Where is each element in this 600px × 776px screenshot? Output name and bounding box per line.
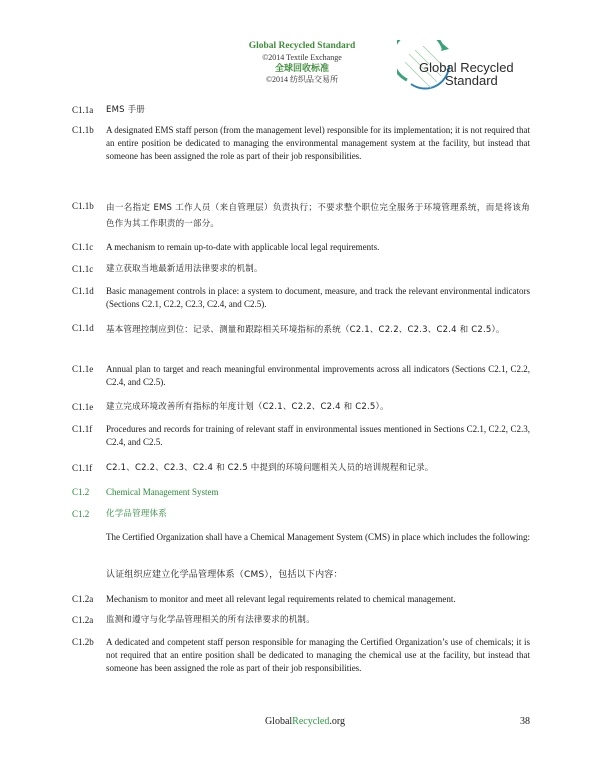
entry-text: A dedicated and competent staff person responsible for managing the Certified Organization’s use of chemicals; it is not required that an entire position shall be dedicated to managing the chemical use at the facility, but instead that someone has been assigned the role as part of their job responsibilities. <box>106 637 530 674</box>
section-title: 化学品管理体系 <box>106 509 167 519</box>
entry-c1-1c-cn <box>72 263 530 276</box>
page-number: 38 <box>520 716 530 727</box>
entry-code: C1.1b <box>72 201 94 211</box>
entry-c1-1d-cn <box>72 322 530 338</box>
entry-c1-1b-en <box>72 124 530 164</box>
entry-code: C1.1d <box>72 323 94 333</box>
header-title-cn: 全球回收标准 <box>274 63 329 73</box>
header-copyright-cn: ©2014 纺织品交易所 <box>265 75 339 84</box>
entry-text: 监测和遵守与化学品管理相关的所有法律要求的机制。 <box>106 615 315 625</box>
footer-website <box>240 716 370 727</box>
footer-site-suffix: .org <box>329 716 346 727</box>
entry-code: C1.1e <box>72 402 94 412</box>
entry-c1-1d-en <box>72 285 530 311</box>
entry-code: C1.1f <box>72 463 93 473</box>
section-heading-c1-2 <box>72 486 530 499</box>
entry-code: C1.2a <box>72 594 94 604</box>
entry-code: C1.2a <box>72 615 94 625</box>
section-code: C1.2 <box>72 487 90 497</box>
section-title: Chemical Management System <box>106 487 219 497</box>
header-copyright: ©2014 Textile Exchange <box>262 53 342 62</box>
entry-text: 建立获取当地最新适用法律要求的机制。 <box>106 264 263 274</box>
entry-c1-2a-en <box>72 593 530 606</box>
entry-c1-1a-cn <box>72 104 530 117</box>
entry-text: Mechanism to monitor and meet all relevant legal requirements related to chemical management. <box>106 594 456 604</box>
entry-c1-1e-cn <box>72 401 530 414</box>
entry-text: 建立完成环境改善所有指标的年度计划（C2.1、C2.2、C2.4 和 C2.5）。 <box>106 402 389 412</box>
header-title: Global Recycled Standard <box>248 41 356 51</box>
entry-code: C1.1c <box>72 264 94 274</box>
header-block <box>232 41 372 85</box>
entry-text: 基本管理控制应到位：记录、测量和跟踪相关环境指标的系统（C2.1、C2.2、C2.3、C2.4 和 C2.5）。 <box>106 325 505 335</box>
entry-code: C1.1d <box>72 286 94 296</box>
global-recycled-standard-logo <box>397 40 527 96</box>
section-heading-c1-2-cn <box>72 508 530 521</box>
footer-site-accent: Recycled <box>292 716 330 727</box>
entry-code: C1.1e <box>72 364 94 374</box>
cms-intro-paragraph: The Certified Organization shall have a Chemical Management System (CMS) in place which includes the following: <box>106 532 530 542</box>
logo-text-line2: Standard <box>445 73 498 88</box>
entry-text: Annual plan to target and reach meaningful environmental improvements across all indicators (Sections C2.1, C2.2, C2.4, and C2.5). <box>106 364 530 388</box>
entry-text: A mechanism to remain up-to-date with applicable local legal requirements. <box>106 242 380 252</box>
entry-c1-2b-en <box>72 636 530 676</box>
entry-text: A designated EMS staff person (from the management level) responsible for its implementation; it is not required that an entire position be dedicated to managing the environmental management system at the facility, but instead that someone has been assigned the role as part of their job responsibilities. <box>106 125 530 162</box>
entry-code: C1.1f <box>72 424 93 434</box>
entry-c1-2a-cn <box>72 614 530 627</box>
entry-text: Procedures and records for training of relevant staff in environmental issues mentioned in Sections C2.1, C2.2, C2.3, C2.4, and C2.5. <box>106 424 530 448</box>
entry-c1-1c-en <box>72 241 530 254</box>
cms-intro-paragraph-cn: 认证组织应建立化学品管理体系（CMS），包括以下内容： <box>106 570 343 580</box>
entry-code: C1.1c <box>72 242 94 252</box>
entry-text: C2.1、C2.2、C2.3、C2.4 和 C2.5 中提到的环境问题相关人员的培训规程和记录。 <box>106 463 434 473</box>
entry-c1-1f-en <box>72 423 530 449</box>
footer-site-prefix: Global <box>264 716 293 727</box>
entry-code: C1.2b <box>72 637 94 647</box>
entry-text: EMS 手册 <box>106 105 146 115</box>
entry-c1-1b-cn <box>72 200 530 232</box>
entry-code: C1.1b <box>72 125 94 135</box>
entry-text: Basic management controls in place: a system to document, measure, and track the relevant environmental indicators (Sections C2.1, C2.2, C2.3, C2.4, and C2.5). <box>106 286 530 310</box>
section-code: C1.2 <box>72 509 90 519</box>
logo-text-line1: Global Recycled <box>419 60 514 75</box>
entry-text: 由一名指定 EMS 工作人员（来自管理层）负责执行；不要求整个职位完全服务于环境管理系统，而是将该角色作为其工作职责的一部分。 <box>106 203 530 229</box>
entry-code: C1.1a <box>72 105 94 115</box>
entry-c1-1e-en <box>72 363 530 389</box>
entry-c1-1f-cn <box>72 462 530 475</box>
